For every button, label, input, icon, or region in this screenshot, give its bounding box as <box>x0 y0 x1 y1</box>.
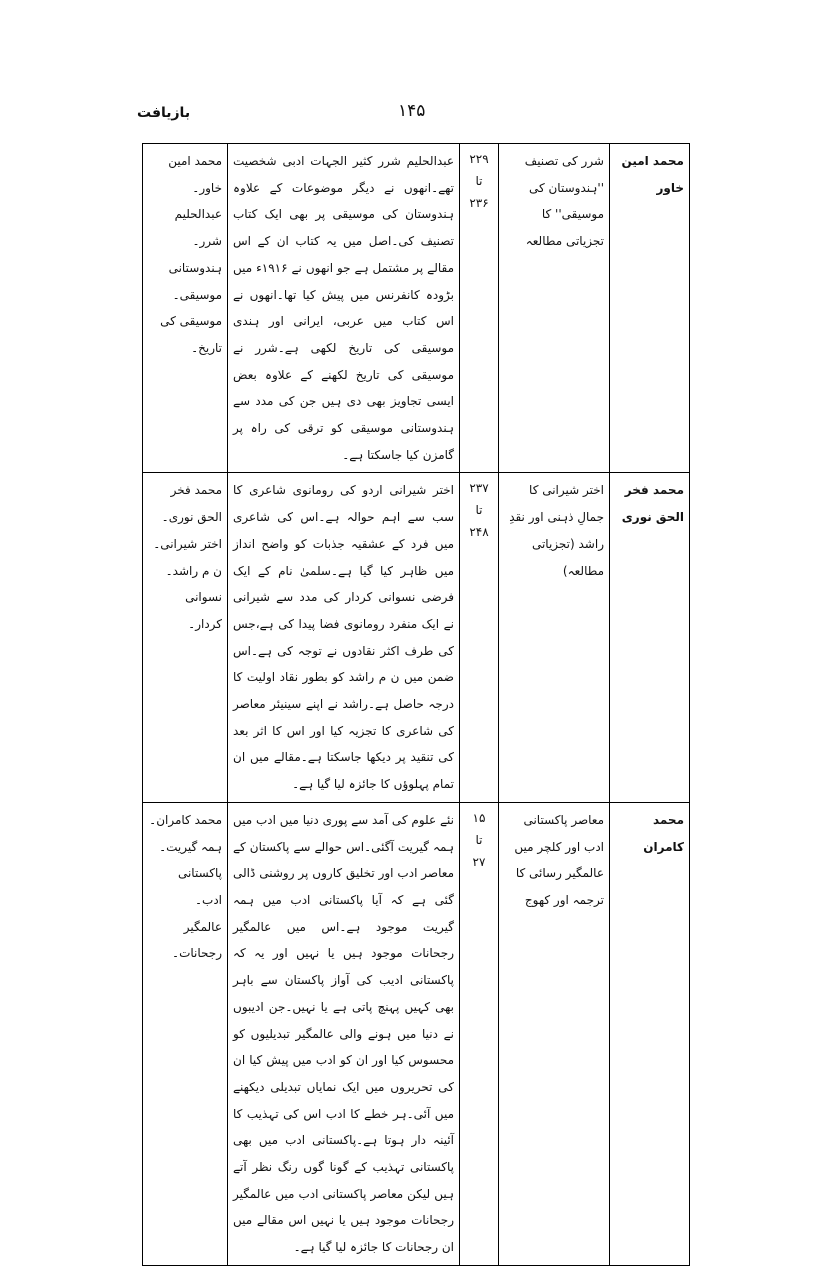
keywords-cell <box>143 802 228 1265</box>
summary-cell: عبدالحلیم شرر کثیر الجہات ادبی شخصیت تھے۔انھوں نے دیگر موضوعات کے علاوہ ہندوستان کی موسیقی پر بھی ایک کتاب تصنیف کی۔اصل میں یہ کتاب ان کے اس مقالے پر مشتمل ہے جو انھوں نے ۱۹۱۶ء میں بڑودہ کانفرنس میں پیش کیا تھا۔انھوں نے اس کتاب میں عربی، ایرانی اور ہندی موسیقی کی تاریخ لکھی ہے۔شرر نے موسیقی کی تاریخ لکھنے کے علاوہ بعض ایسی تجاویز بھی دی ہیں جن کی مدد سے ہندوستانی موسیقی کو ترقی کی راہ پر گامزن کیا جاسکتا ہے۔ <box>228 144 460 473</box>
page-end: ۲۳۶ <box>469 196 489 210</box>
author-cell: محمد کامران <box>610 802 690 1265</box>
page-number: ۱۴۵ <box>398 101 426 121</box>
table-row <box>143 144 690 473</box>
keyword: محمد کامران۔ <box>149 812 222 827</box>
keyword: اختر شیرانی۔ <box>153 536 222 551</box>
keywords-cell <box>143 144 228 473</box>
title-cell: معاصر پاکستانی ادب اور کلچر میں عالمگیر رسائی کا ترجمہ اور کھوج <box>499 802 610 1265</box>
keyword: پاکستانی ادب۔ <box>177 866 222 907</box>
keyword: ہمہ گیریت۔ <box>159 839 222 854</box>
pages-cell <box>460 144 499 473</box>
keyword: نسوانی کردار۔ <box>185 590 222 631</box>
keyword: ہندوستانی موسیقی۔ <box>168 260 222 302</box>
page-to: تا <box>475 174 483 188</box>
keyword: عالمگیر رجحانات۔ <box>172 919 222 961</box>
title-cell: اختر شیرانی کا جمالِ ذہنی اور نقدِ راشد (تجزیاتی مطالعہ) <box>499 473 610 802</box>
table-row <box>143 473 690 802</box>
keyword: ن م راشد۔ <box>165 563 222 578</box>
title-cell: شرر کی تصنیف ''ہندوستان کی موسیقی'' کا تجزیاتی مطالعہ <box>499 144 610 473</box>
summary-cell: اختر شیرانی اردو کی رومانوی شاعری کا سب سے اہم حوالہ ہے۔اس کی شاعری میں فرد کے عشقیہ جذبات کو واضح انداز میں ظاہر کیا گیا ہے۔سلمیٰ نام کے ایک فرضی نسوانی کردار کی مدد سے شیرانی نے ایک منفرد رومانوی فضا پیدا کی ہے،جس کی طرف اکثر نقادوں نے توجہ کی ہے۔اس ضمن میں ن م راشد کو بطور نقاد اولیت کا درجہ حاصل ہے۔راشد نے اپنے سینیئر معاصر کی شاعری کا تجزیہ کیا اور اس کا اثر بعد کی تنقید پر دیکھا جاسکتا ہے۔مقالے میں ان تمام پہلوؤں کا جائزہ لیا گیا ہے۔ <box>228 473 460 802</box>
page-to: تا <box>475 832 483 847</box>
page-end: ۲۷ <box>472 854 486 869</box>
keyword: موسیقی کی تاریخ۔ <box>160 314 222 355</box>
table-row <box>143 802 690 1265</box>
page-start: ۲۳۷ <box>469 481 489 496</box>
page-to: تا <box>475 503 483 518</box>
keyword: محمد امین خاور۔ <box>168 154 222 195</box>
journal-title: بازیافت <box>137 105 191 121</box>
author-cell: محمد فخر الحق نوری <box>610 473 690 802</box>
page-start: ۱۵ <box>472 810 486 825</box>
page-start: ۲۲۹ <box>469 152 489 166</box>
author-cell: محمد امین خاور <box>610 144 690 473</box>
page-end: ۲۴۸ <box>469 525 489 540</box>
pages-cell <box>460 473 499 802</box>
summary-cell: نئے علوم کی آمد سے پوری دنیا میں ادب میں ہمہ گیریت آگئی۔اس حوالے سے پاکستان کے معاصر ادب اور تخلیق کاروں پر روشنی ڈالی گئی ہے کہ آیا پاکستانی ادب میں ہمہ گیریت موجود ہے۔اس میں عالمگیر رجحانات موجود ہیں یا نہیں اور یہ کہ پاکستانی ادیب کی آواز پاکستان سے باہر بھی کہیں پہنچ پاتی ہے یا نہیں۔جن ادیبوں نے دنیا میں ہونے والی عالمگیر تبدیلیوں کو محسوس کیا اور ان کو ادب میں پیش کیا ان کی تحریروں میں ایک نمایاں تبدیلی دیکھنے میں آئی۔ہر خطے کا ادب اس کی تہذیب کا آئینہ دار ہوتا ہے۔پاکستانی ادب میں بھی پاکستانی تہذیب کے گونا گوں رنگ نظر آتے ہیں لیکن معاصر پاکستانی ادب میں عالمگیر رجحانات موجود ہیں یا نہیں اس مقالے میں ان رجحانات کا جائزہ لیا گیا ہے۔ <box>228 802 460 1265</box>
pages-cell <box>460 802 499 1265</box>
keyword: عبدالحلیم شرر۔ <box>174 207 222 249</box>
keywords-cell <box>143 473 228 802</box>
index-table <box>142 143 690 1266</box>
keyword: محمد فخر الحق نوری۔ <box>161 483 222 525</box>
